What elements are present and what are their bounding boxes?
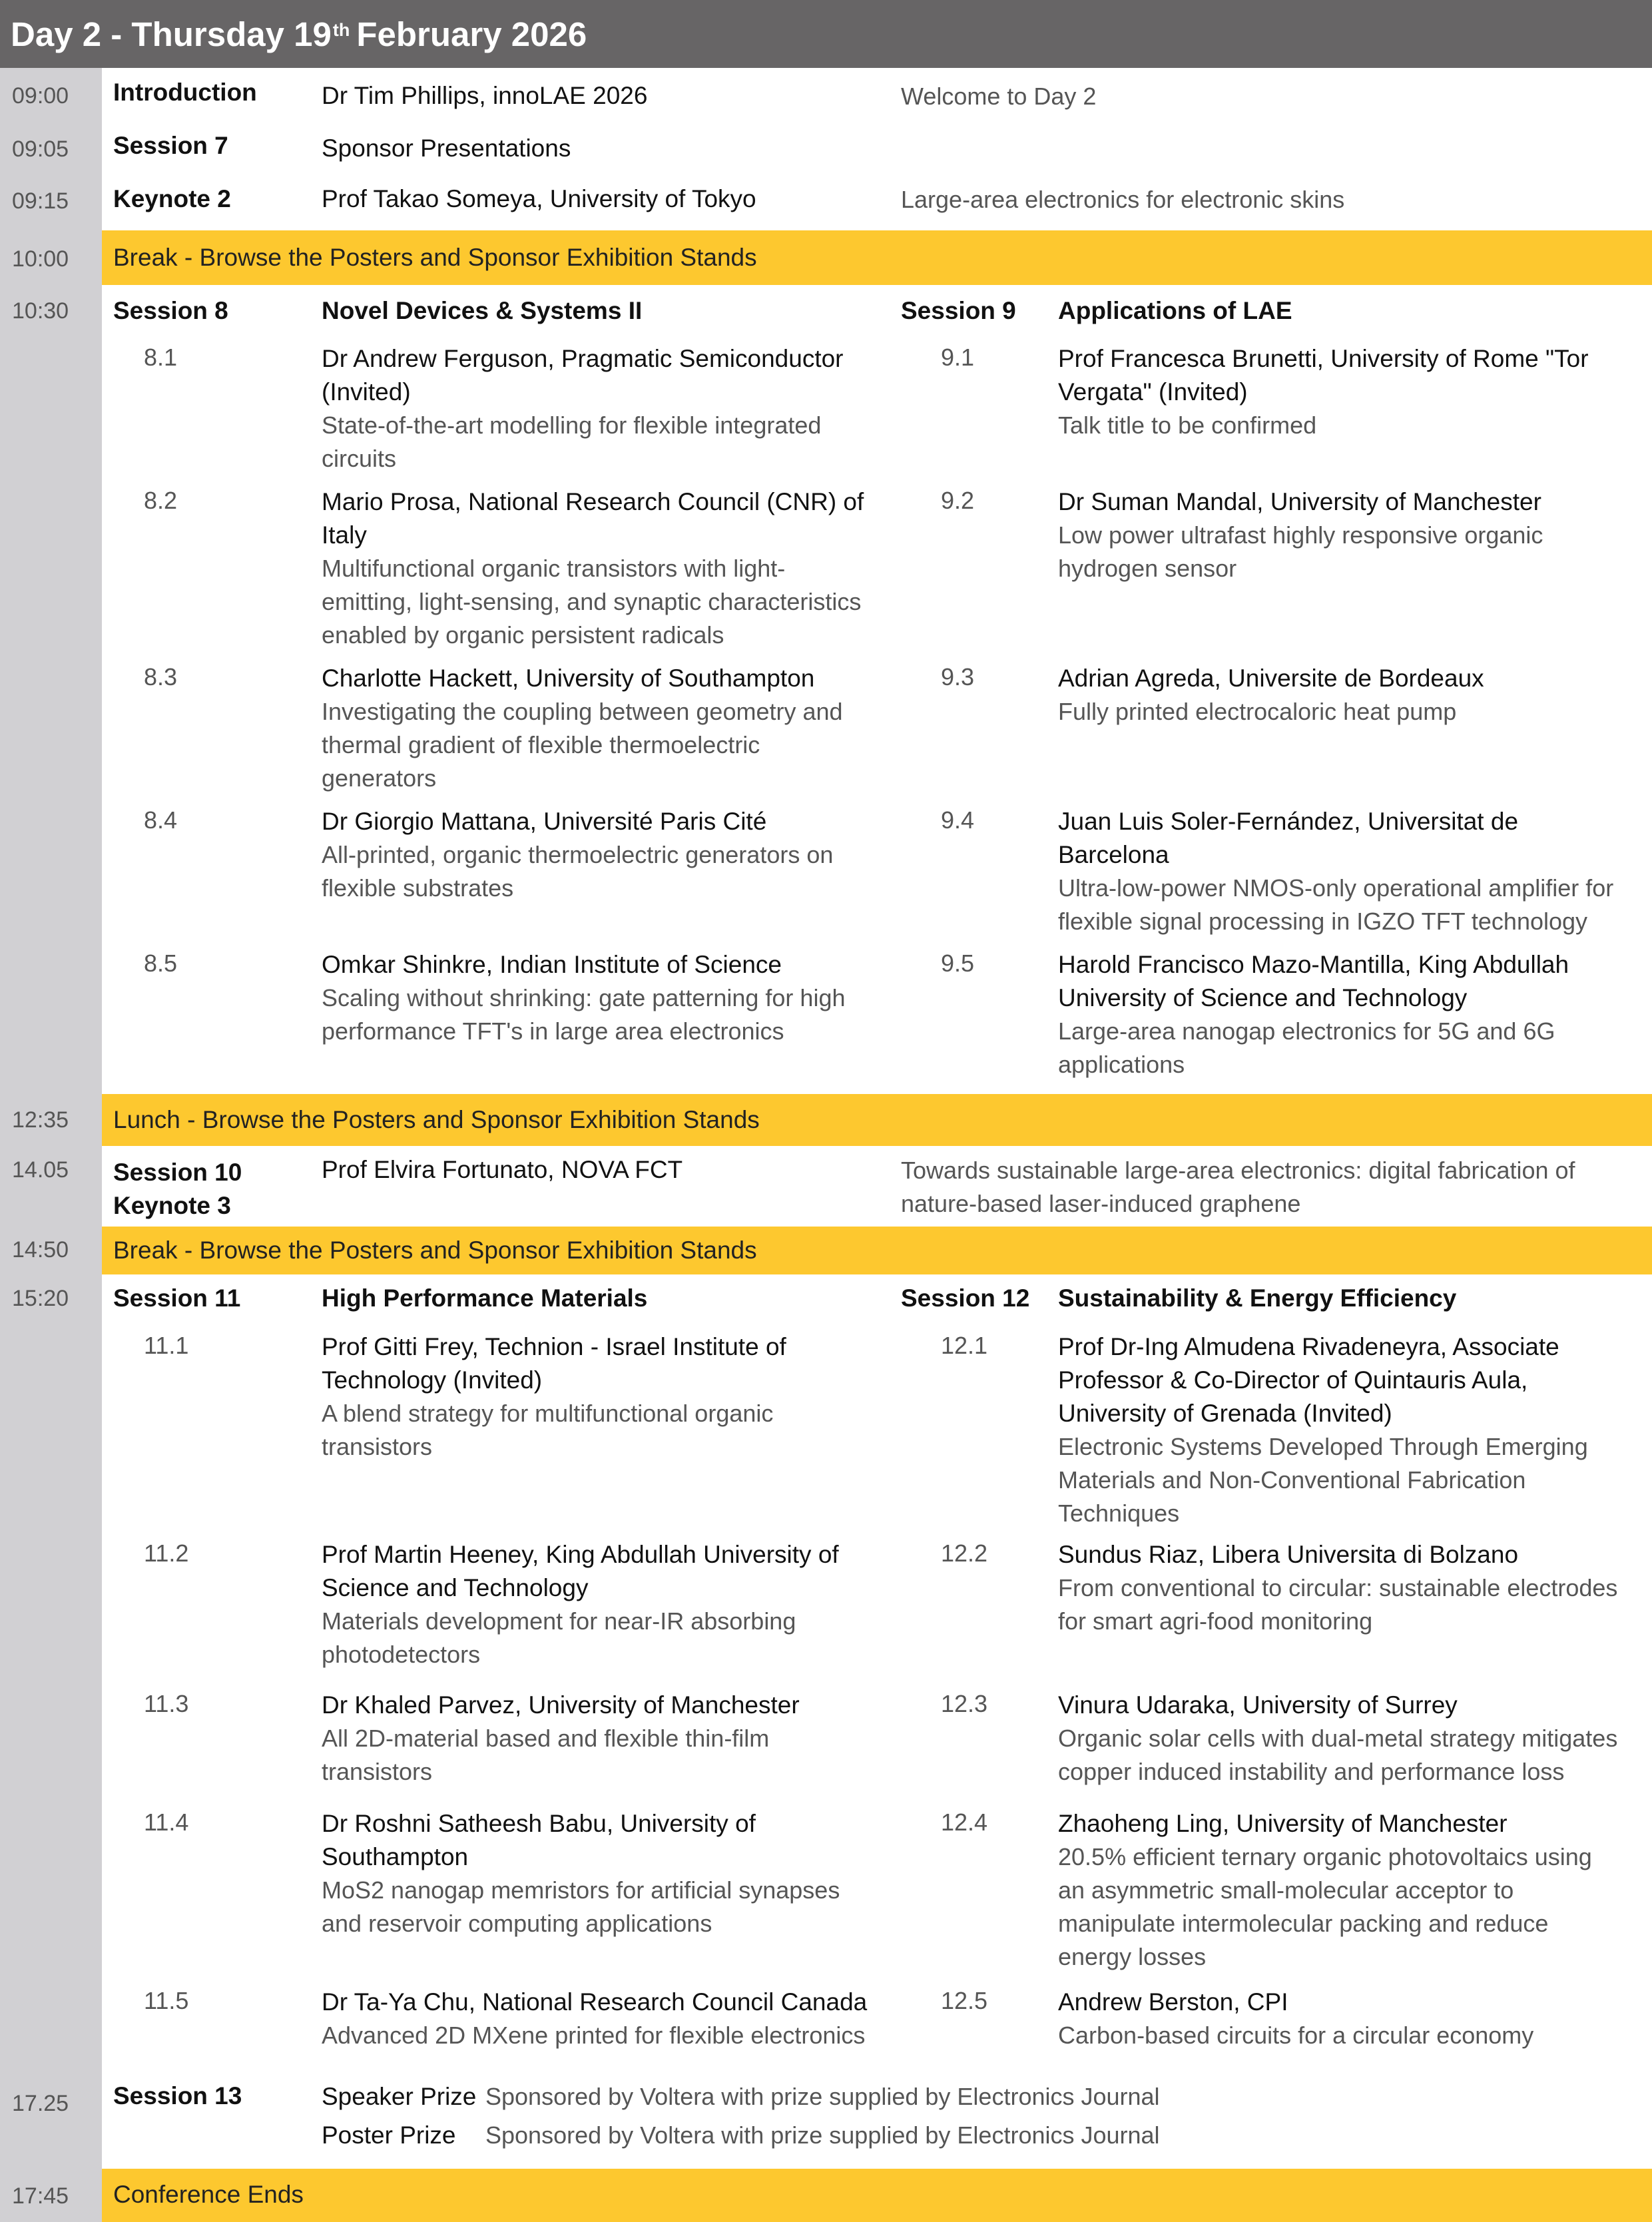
talk-speaker: (Invited): [322, 378, 411, 406]
talk-entry: [322, 1330, 786, 1464]
break-band-2: [102, 1227, 1652, 1274]
talk-speaker: Prof Dr-Ing Almudena Rivadeneyra, Associate: [1058, 1333, 1559, 1360]
talk-speaker: Dr Suman Mandal, University of Manchester: [1058, 488, 1541, 515]
talk-title: generators: [322, 764, 437, 792]
talk-number: 12.5: [941, 1987, 988, 2014]
s10-title-line: nature-based laser-induced graphene: [901, 1190, 1301, 1217]
prize-row: [322, 2119, 1160, 2157]
talk-entry: [322, 662, 843, 795]
time-break2: 14:50: [12, 1237, 69, 1262]
talk-number: 12.1: [941, 1332, 988, 1359]
keynote2-title: Large-area electronics for electronic skins: [901, 186, 1345, 213]
talk-title: performance TFT's in large area electronics: [322, 1017, 784, 1045]
talk-entry: [1058, 1538, 1617, 1638]
talk-title: Talk title to be confirmed: [1058, 412, 1317, 439]
talk-title: Advanced 2D MXene printed for flexible electronics: [322, 2022, 866, 2049]
talk-title: photodetectors: [322, 1641, 481, 1668]
talk-number: 9.3: [941, 663, 975, 691]
talk-number: 8.5: [144, 950, 178, 977]
talk-speaker: Prof Francesca Brunetti, University of Rome "Tor: [1058, 345, 1589, 372]
s11-name: High Performance Materials: [322, 1284, 648, 1312]
talk-entry: [1058, 1689, 1617, 1789]
talk-entry: [1058, 1807, 1592, 1974]
prize-sponsor: Sponsored by Voltera with prize supplied by Electronics Journal: [485, 2083, 1160, 2110]
intro-label: Introduction: [113, 79, 257, 106]
talk-title: flexible substrates: [322, 874, 514, 902]
talk-title: an asymmetric small-molecular acceptor to: [1058, 1876, 1514, 1904]
talk-title: Materials and Non-Conventional Fabrication: [1058, 1466, 1526, 1494]
talk-speaker: Dr Ta-Ya Chu, National Research Council Canada: [322, 1988, 868, 2016]
talk-title: Ultra-low-power NMOS-only operational amplifier for: [1058, 874, 1614, 902]
talk-speaker: Italy: [322, 521, 367, 549]
talk-number: 11.3: [144, 1690, 189, 1717]
talk-speaker: Zhaoheng Ling, University of Manchester: [1058, 1810, 1508, 1837]
s13-label: Session 13: [113, 2082, 242, 2109]
break-label: Break - Browse the Posters and Sponsor Exhibition Stands: [113, 1237, 757, 1264]
talk-entry: [1058, 342, 1589, 442]
talk-title: From conventional to circular: sustainable electrodes: [1058, 1574, 1618, 1601]
s7-speaker: Sponsor Presentations: [322, 135, 571, 162]
talk-speaker: University of Science and Technology: [1058, 984, 1468, 1011]
talk-title: Carbon-based circuits for a circular economy: [1058, 2022, 1534, 2049]
talk-number: 9.4: [941, 806, 975, 834]
talk-title: thermal gradient of flexible thermoelectric: [322, 731, 760, 758]
talk-title: and reservoir computing applications: [322, 1910, 712, 1937]
talk-number: 9.2: [941, 487, 975, 514]
s8-label: Session 8: [113, 297, 228, 324]
talk-speaker: Southampton: [322, 1843, 469, 1870]
time-s13: 17.25: [12, 2091, 69, 2116]
talk-title: energy losses: [1058, 1943, 1207, 1970]
keynote2-label: Keynote 2: [113, 185, 231, 212]
talk-speaker: University of Grenada (Invited): [1058, 1400, 1392, 1427]
talk-speaker: Adrian Agreda, Universite de Bordeaux: [1058, 665, 1484, 692]
talk-title: Low power ultrafast highly responsive organic: [1058, 521, 1543, 549]
s12-name: Sustainability & Energy Efficiency: [1058, 1284, 1457, 1312]
talk-title: manipulate intermolecular packing and reduce: [1058, 1910, 1549, 1937]
prize-name: Poster Prize: [322, 2121, 456, 2149]
talk-title: All 2D-material based and flexible thin-film: [322, 1725, 770, 1752]
talk-speaker: Dr Andrew Ferguson, Pragmatic Semiconductor: [322, 345, 844, 372]
talk-entry: [322, 342, 844, 475]
time-lunch: 12:35: [12, 1107, 69, 1133]
talk-title: Large-area nanogap electronics for 5G and 6G: [1058, 1017, 1555, 1045]
prize-list: [322, 2080, 1160, 2157]
talk-entry: [322, 1986, 867, 2052]
talk-speaker: Dr Khaled Parvez, University of Manchester: [322, 1691, 800, 1719]
s9-label: Session 9: [901, 297, 1016, 324]
talk-title: Techniques: [1058, 1500, 1180, 1527]
talk-title: for smart agri-food monitoring: [1058, 1607, 1373, 1635]
time-s8: 10:30: [12, 298, 69, 324]
s10-title: [901, 1154, 1575, 1221]
talk-title: circuits: [322, 445, 397, 472]
talk-speaker: Sundus Riaz, Libera Universita di Bolzano: [1058, 1541, 1519, 1568]
talk-title: hydrogen sensor: [1058, 555, 1237, 582]
talk-speaker: Technology (Invited): [322, 1366, 543, 1394]
lunch-band: [102, 1094, 1652, 1146]
s11-label: Session 11: [113, 1284, 241, 1312]
talk-title: All-printed, organic thermoelectric generators on: [322, 841, 834, 868]
s9-name: Applications of LAE: [1058, 297, 1292, 324]
s10-label: Session 10: [113, 1159, 242, 1186]
prize-row: [322, 2080, 1160, 2119]
talk-speaker: Prof Martin Heeney, King Abdullah University of: [322, 1541, 839, 1568]
talk-number: 12.3: [941, 1690, 988, 1717]
s10-title-line: Towards sustainable large-area electronics: digital fabrication of: [901, 1157, 1575, 1184]
keynote2-speaker: Prof Takao Someya, University of Tokyo: [322, 185, 756, 212]
talk-entry: [322, 485, 864, 652]
s12-label: Session 12: [901, 1284, 1030, 1312]
talk-number: 8.3: [144, 663, 178, 691]
talk-number: 12.2: [941, 1539, 988, 1567]
time-column: [0, 68, 102, 2222]
talk-entry: [1058, 1330, 1588, 1530]
talk-entry: [1058, 485, 1543, 585]
talk-title: enabled by organic persistent radicals: [322, 621, 724, 649]
talk-number: 8.2: [144, 487, 178, 514]
talk-number: 12.4: [941, 1808, 988, 1836]
talk-number: 11.1: [144, 1332, 189, 1359]
talk-title: transistors: [322, 1758, 433, 1785]
talk-speaker: Dr Giorgio Mattana, Université Paris Cité: [322, 808, 767, 835]
talk-title: transistors: [322, 1433, 433, 1460]
talk-title: emitting, light-sensing, and synaptic characteristics: [322, 588, 862, 615]
time-s10: 14.05: [12, 1157, 69, 1183]
intro-speaker: Dr Tim Phillips, innoLAE 2026: [322, 82, 648, 109]
talk-title: 20.5% efficient ternary organic photovoltaics using: [1058, 1843, 1592, 1870]
talk-title: MoS2 nanogap memristors for artificial synapses: [322, 1876, 840, 1904]
talk-entry: [1058, 662, 1484, 728]
talk-title: Multifunctional organic transistors with light-: [322, 555, 786, 582]
talk-speaker: Science and Technology: [322, 1574, 589, 1601]
prize-name: Speaker Prize: [322, 2083, 477, 2110]
talk-speaker: Dr Roshni Satheesh Babu, University of: [322, 1810, 756, 1837]
talk-entry: [322, 805, 833, 905]
talk-speaker: Mario Prosa, National Research Council (CNR) of: [322, 488, 864, 515]
talk-speaker: Vergata" (Invited): [1058, 378, 1248, 406]
talk-speaker: Juan Luis Soler-Fernández, Universitat de: [1058, 808, 1519, 835]
talk-entry: [322, 1538, 839, 1671]
talk-number: 9.1: [941, 344, 975, 371]
conference-ends-band: [102, 2169, 1652, 2222]
talk-speaker: Prof Gitti Frey, Technion - Israel Institute of: [322, 1333, 786, 1360]
conference-ends-label: Conference Ends: [113, 2181, 304, 2208]
talk-number: 9.5: [941, 950, 975, 977]
talk-number: 11.2: [144, 1539, 189, 1567]
s10-speaker: Prof Elvira Fortunato, NOVA FCT: [322, 1156, 683, 1183]
lunch-label: Lunch - Browse the Posters and Sponsor Exhibition Stands: [113, 1106, 760, 1133]
keynote3-label: Keynote 3: [113, 1192, 231, 1219]
talk-title: A blend strategy for multifunctional organic: [322, 1400, 774, 1427]
prize-sponsor: Sponsored by Voltera with prize supplied by Electronics Journal: [485, 2121, 1160, 2149]
talk-speaker: Omkar Shinkre, Indian Institute of Science: [322, 951, 782, 978]
time-keynote2: 09:15: [12, 188, 69, 214]
s8-name: Novel Devices & Systems II: [322, 297, 643, 324]
talk-title: State-of-the-art modelling for flexible integrated: [322, 412, 822, 439]
talk-title: copper induced instability and performance loss: [1058, 1758, 1565, 1785]
talk-number: 8.1: [144, 344, 178, 371]
talk-number: 11.4: [144, 1808, 189, 1836]
time-s7: 09:05: [12, 137, 69, 162]
s7-label: Session 7: [113, 132, 228, 159]
day-title-prefix: Day 2 - Thursday 19: [11, 15, 332, 53]
talk-title: Materials development for near-IR absorbing: [322, 1607, 796, 1635]
talk-title: flexible signal processing in IGZO TFT technology: [1058, 908, 1588, 935]
time-s11: 15:20: [12, 1286, 69, 1311]
time-break1: 10:00: [12, 246, 69, 272]
break-label: Break - Browse the Posters and Sponsor Exhibition Stands: [113, 244, 757, 271]
talk-number: 8.4: [144, 806, 178, 834]
talk-number: 11.5: [144, 1987, 189, 2014]
talk-entry: [1058, 1986, 1533, 2052]
day-header: [0, 0, 1652, 68]
intro-title: Welcome to Day 2: [901, 83, 1097, 110]
s10-labels: [113, 1156, 242, 1223]
talk-entry: [322, 1689, 800, 1789]
talk-speaker: Andrew Berston, CPI: [1058, 1988, 1288, 2016]
talk-title: applications: [1058, 1051, 1185, 1078]
talk-entry: [1058, 805, 1613, 938]
talk-speaker: Harold Francisco Mazo-Mantilla, King Abdullah: [1058, 951, 1569, 978]
time-intro: 09:00: [12, 83, 69, 109]
talk-title: Scaling without shrinking: gate patterning for high: [322, 984, 846, 1011]
talk-speaker: Vinura Udaraka, University of Surrey: [1058, 1691, 1458, 1719]
talk-title: Organic solar cells with dual-metal strategy mitigates: [1058, 1725, 1618, 1752]
talk-entry: [1058, 948, 1569, 1081]
time-end: 17:45: [12, 2183, 69, 2209]
talk-title: Investigating the coupling between geometry and: [322, 698, 843, 725]
break-band-1: [102, 230, 1652, 285]
talk-title: Electronic Systems Developed Through Emerging: [1058, 1433, 1588, 1460]
day-title-ordinal: th: [332, 19, 350, 40]
talk-entry: [322, 1807, 840, 1940]
day-title-suffix: February 2026: [356, 15, 587, 53]
talk-title: Fully printed electrocaloric heat pump: [1058, 698, 1457, 725]
talk-speaker: Charlotte Hackett, University of Southampton: [322, 665, 815, 692]
talk-speaker: Professor & Co-Director of Quintauris Aula,: [1058, 1366, 1528, 1394]
talk-entry: [322, 948, 845, 1048]
talk-speaker: Barcelona: [1058, 841, 1169, 868]
